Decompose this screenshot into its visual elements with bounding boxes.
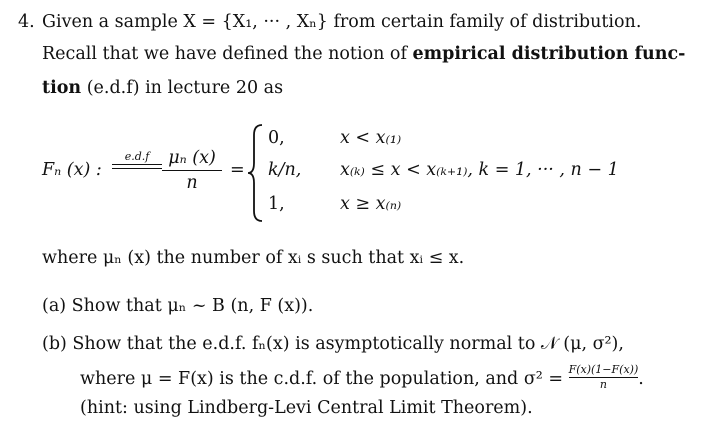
case-1-condition: x < x₍₁₎: [340, 128, 402, 148]
edf-term-bold: empirical distribution func-: [412, 44, 686, 64]
definition-lhs: Fₙ (x) :: [42, 160, 102, 180]
where-line: where μₙ (x) the number of xᵢ s such that xᵢ ≤ x.: [42, 248, 465, 268]
case-3-value: 1,: [268, 194, 285, 214]
edf-term-bold-cont: tion: [42, 78, 82, 98]
edf-label: e.d.f: [124, 150, 150, 163]
problem-line-1: Given a sample X = {X₁, ··· , Xₙ} from certain family of distribution.: [42, 12, 642, 32]
part-a: (a) Show that μₙ ~ B (n, F (x)).: [42, 296, 314, 316]
part-b-hint: (hint: using Lindberg-Levi Central Limit Theorem).: [80, 398, 533, 418]
fraction-numerator: μₙ (x): [168, 148, 216, 168]
fraction-bar: [162, 170, 222, 171]
variance-numerator: F(x)(1−F(x)): [568, 363, 639, 376]
variance-denominator: n: [599, 378, 607, 391]
fraction-denominator: n: [186, 173, 198, 193]
problem-line-3-text: (e.d.f) in lecture 20 as: [81, 78, 284, 98]
problem-number: 4.: [18, 12, 35, 32]
variance-fraction: [569, 364, 639, 391]
definition-fraction: [162, 148, 222, 193]
part-b-line-2-end: .: [638, 369, 644, 389]
case-1-value: 0,: [268, 128, 285, 148]
part-b-line-2-text: where μ = F(x) is the c.d.f. of the population, and σ² =: [80, 369, 564, 389]
case-2-value: k/n,: [268, 160, 302, 180]
problem-line-2: [42, 44, 685, 64]
edf-defined-equals: [112, 150, 162, 169]
left-brace-icon: [246, 123, 266, 223]
case-2-condition: x₍ₖ₎ ≤ x < x₍ₖ₊₁₎, k = 1, ··· , n − 1: [340, 160, 619, 180]
problem-line-3: [42, 78, 283, 98]
part-b-line-2: [80, 363, 644, 393]
problem-line-2-text: Recall that we have defined the notion of: [42, 44, 413, 64]
part-b-line-1: (b) Show that the e.d.f. fₙ(x) is asymptotically normal to 𝒩 (μ, σ²),: [42, 334, 624, 354]
definition-equals: =: [230, 160, 245, 180]
case-3-condition: x ≥ x₍ₙ₎: [340, 194, 402, 214]
